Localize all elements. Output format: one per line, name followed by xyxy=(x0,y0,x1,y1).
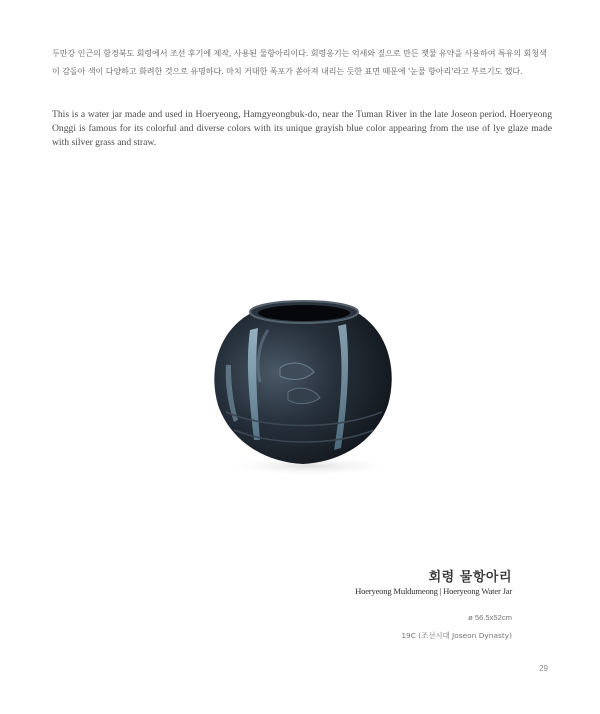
page-number: 29 xyxy=(539,664,548,673)
english-description: This is a water jar made and used in Hoeryeong, Hamgyeongbuk-do, near the Tuman River in the late Joseon period. Hoeryeong Onggi is famous for its colorful and diverse colors with its unique grayish blue color appearing from the use of lye glaze made with silver grass and straw. xyxy=(52,109,552,148)
artifact-dimensions: ø 56.5x52cm xyxy=(468,613,512,622)
artifact-title-korean: 회령 물항아리 xyxy=(428,570,512,585)
artifact-title-english: Hoeryeong Muldumeong | Hoeryeong Water Jar xyxy=(355,586,512,596)
jar-mouth xyxy=(258,305,350,321)
korean-description: 두만강 인근의 함경북도 회령에서 조선 후기에 제작, 사용된 물항아리이다. 회령옹기는 억새와 짚으로 만든 잿물 유약을 사용하여 특유의 회청색이 감돌아 색이 다양하고 화려한 것으로 유명하다. 마치 거대한 폭포가 쏟아져 내리는 듯한 표면 때문에 '눈물 항아리'라고 부르기도 했다. xyxy=(52,48,547,76)
water-jar-photo xyxy=(198,290,408,480)
water-jar-illustration xyxy=(198,290,408,480)
artifact-era: 19C (조선시대 Joseon Dynasty) xyxy=(401,631,512,640)
